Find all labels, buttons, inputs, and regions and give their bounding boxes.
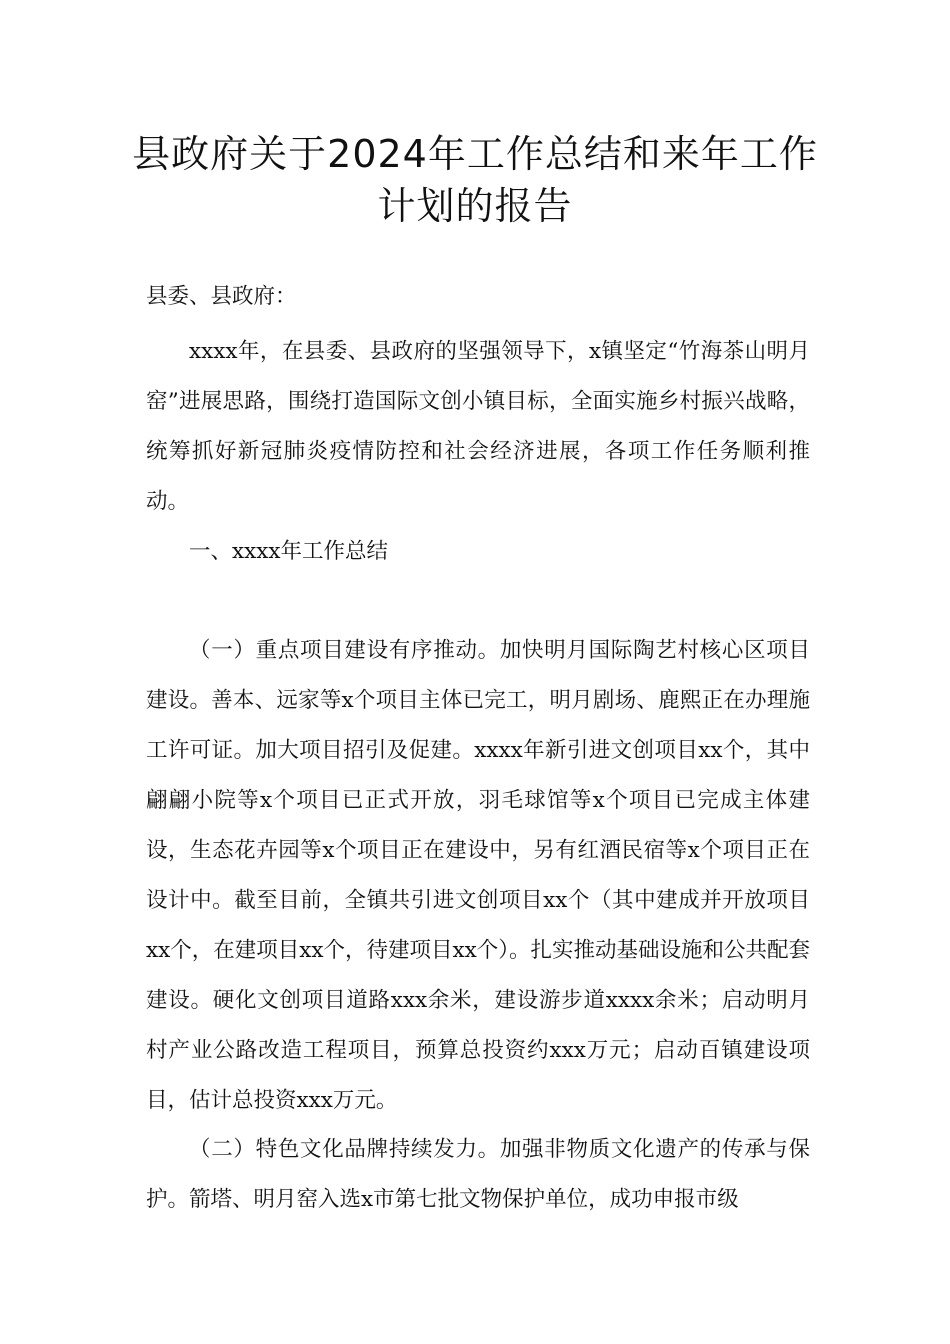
document-title: 县政府关于2024年工作总结和来年工作计划的报告: [132, 132, 818, 228]
intro-paragraph: xxxx年，在县委、县政府的坚强领导下，x镇坚定“竹海茶山明月窑”进展思路，围绕打造国际文创小镇目标，全面实施乡村振兴战略，统筹抓好新冠肺炎疫情防控和社会经济进展，各项工作任务顺利推动。: [146, 339, 810, 514]
item-two-paragraph: （二）特色文化品牌持续发力。加强非物质文化遗产的传承与保护。箭塔、明月窑入选x市第七批文物保护单位，成功申报市级: [146, 1137, 810, 1212]
salutation: 县委、县政府：: [146, 284, 297, 309]
section-heading: 一、xxxx年工作总结: [189, 539, 389, 564]
item-one-paragraph: （一）重点项目建设有序推动。加快明月国际陶艺村核心区项目建设。善本、远家等x个项目主体已完工，明月剧场、鹿熙正在办理施工许可证。加大项目招引及促建。xxxx年新引进文创项目xx个，其中翩翩小院等x个项目已正式开放，羽毛球馆等x个项目已完成主体建设，生态花卉园等x个项目正在建设中，另有红酒民宿等x个项目正在设计中。截至目前，全镇共引进文创项目xx个（其中建成并开放项目xx个，在建项目xx个，待建项目xx个）。扎实推动基础设施和公共配套建设。硬化文创项目道路xxx余米，建设游步道xxxx余米；启动明月村产业公路改造工程项目，预算总投资约xxx万元；启动百镇建设项目，估计总投资xxx万元。: [146, 638, 811, 1113]
